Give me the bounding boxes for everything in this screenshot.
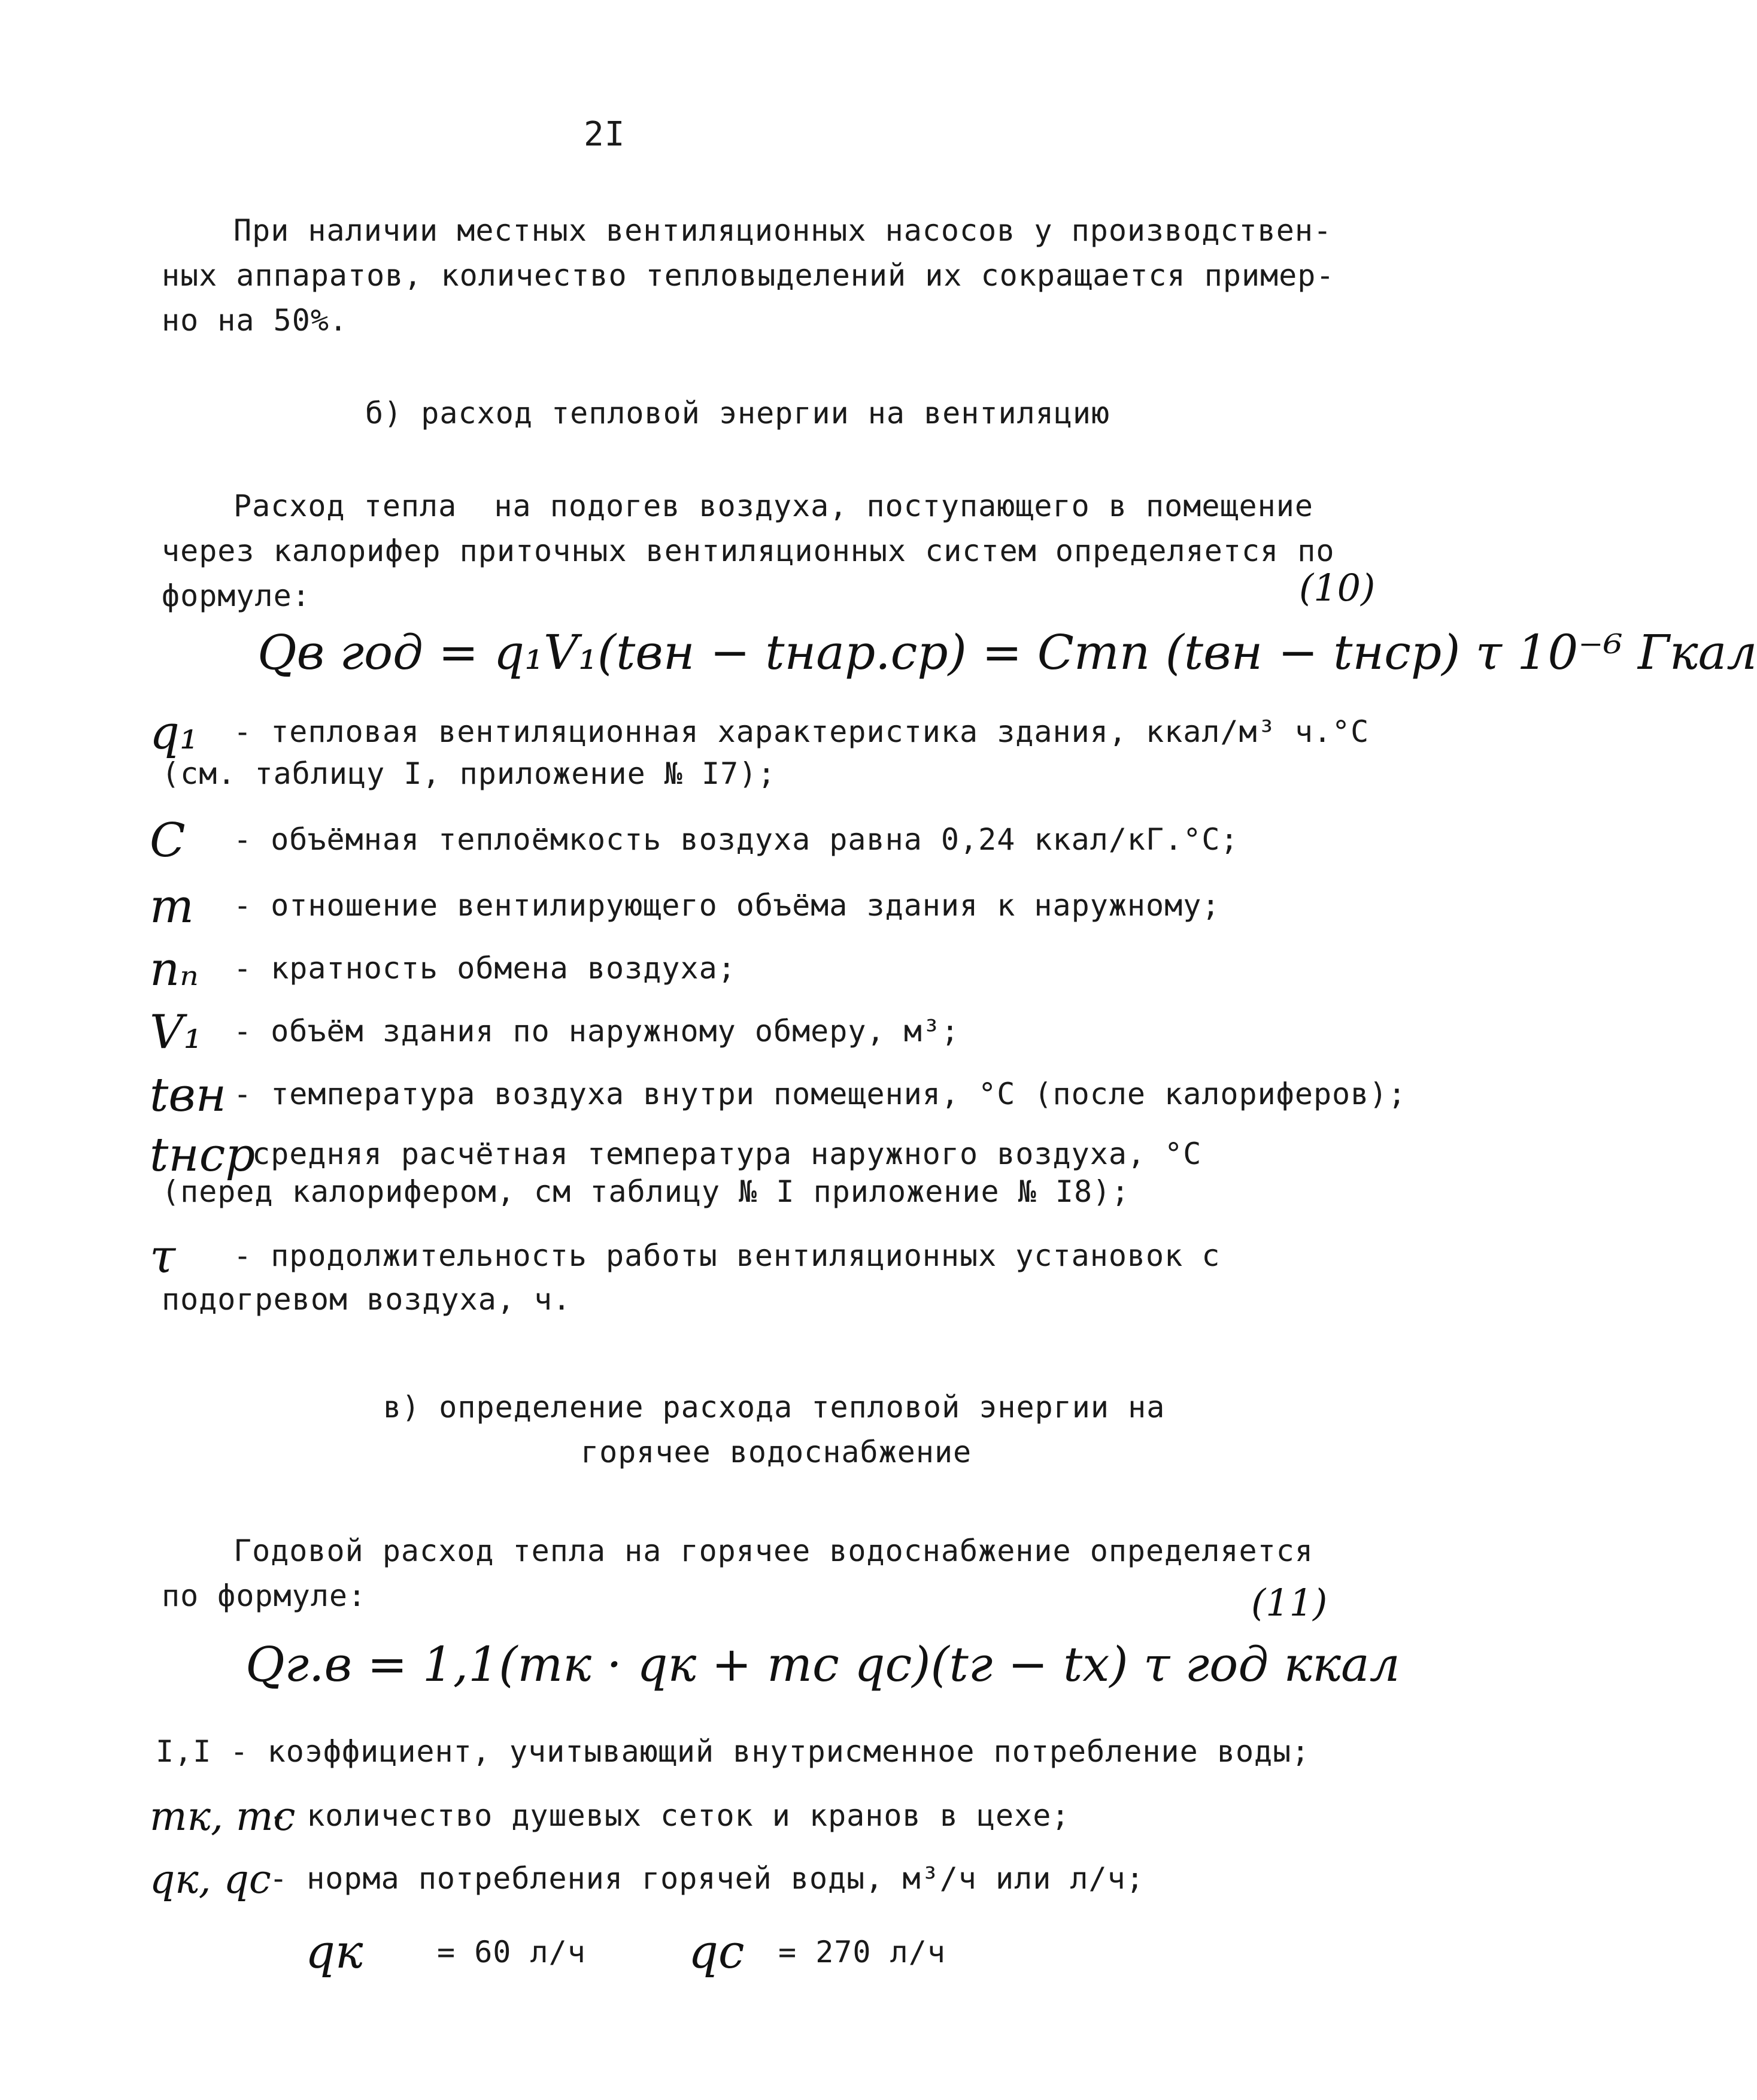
definition-symbol: tвн xyxy=(150,1068,227,1122)
definition-row xyxy=(150,1005,1407,1059)
coefficient-line: I,I - коэффициент, учитывающий внутрисменное потребление воды; xyxy=(156,1734,1310,1769)
definition-text: - норма потребления горячей воды, м³/ч или л/ч; xyxy=(269,1861,1145,1896)
definition-row xyxy=(150,706,1407,760)
definition-row xyxy=(150,1853,1407,1901)
section-b-para-1: Расход тепла на подогев воздуха, поступающего в помещение xyxy=(233,489,1313,523)
value-symbol-qc: qс xyxy=(688,1925,745,1979)
definition-row xyxy=(150,814,1407,868)
definition-continuation: (перед калорифером, см таблицу № I приложение № I8); xyxy=(162,1174,1130,1209)
definition-symbol: τ xyxy=(150,1230,176,1284)
definition-text: - отношение вентилирующего объёма здания к наружному; xyxy=(233,888,1221,923)
definition-continuation: подогревом воздуха, ч. xyxy=(162,1282,572,1317)
definition-symbol: q₁ xyxy=(150,706,199,760)
definition-symbol: qк, qс xyxy=(150,1856,271,1902)
definition-symbol: mк, mс xyxy=(150,1793,296,1840)
definition-row xyxy=(150,1068,1407,1122)
definition-symbol: tнср xyxy=(150,1128,256,1182)
definition-symbol: C xyxy=(150,814,186,868)
section-b-para-2: через калорифер приточных вентиляционных систем определяется по xyxy=(162,534,1335,568)
definition-text: - тепловая вентиляционная характеристика здания, ккал/м³ ч.°C xyxy=(233,714,1370,749)
section-v-para-2: по формуле: xyxy=(162,1578,367,1613)
definition-text: средняя расчётная температура наружного воздуха, °C xyxy=(233,1137,1202,1171)
definition-text: - объём здания по наружному обмеру, м³; xyxy=(233,1014,960,1049)
definition-row xyxy=(150,1230,1407,1284)
intro-line-3: но на 50%. xyxy=(162,303,348,338)
section-b-heading: б) расход тепловой энергии на вентиляцию xyxy=(365,396,1110,431)
definition-text: - объёмная теплоёмкость воздуха равна 0,24 ккал/кГ.°C; xyxy=(233,822,1239,857)
value-qk: = 60 л/ч xyxy=(437,1935,586,1969)
definition-row xyxy=(150,880,1407,934)
section-v-heading-2: горячее водоснабжение xyxy=(581,1435,972,1469)
definition-continuation: (см. таблицу I, приложение № I7); xyxy=(162,756,776,791)
formula-11: Qг.в = 1,1(mк · qк + mс qс)(tг − tх) τ год ккал xyxy=(245,1637,1400,1692)
section-v-heading-1: в) определение расхода тепловой энергии на xyxy=(383,1390,1166,1425)
page-number: 2I xyxy=(584,115,626,154)
definition-symbol: V₁ xyxy=(150,1005,202,1059)
definition-row xyxy=(150,1128,1407,1182)
equation-number-10: (10) xyxy=(1299,566,1376,610)
value-symbol-qk: qк xyxy=(305,1925,363,1979)
definition-text: - количество душевых сеток и кранов в цехе; xyxy=(269,1798,1070,1833)
definition-row xyxy=(150,943,1407,996)
definition-text: - кратность обмена воздуха; xyxy=(233,951,736,986)
section-b-para-3: формуле: xyxy=(162,578,311,613)
intro-line-1: При наличии местных вентиляционных насосов у производствен- xyxy=(233,213,1333,248)
equation-number-11: (11) xyxy=(1251,1581,1328,1625)
definition-row xyxy=(150,1790,1407,1838)
definition-text: - продолжительность работы вентиляционных установок с xyxy=(233,1238,1221,1273)
definition-text: - температура воздуха внутри помещения, °C (после калориферов); xyxy=(233,1077,1407,1111)
definition-symbol: nₙ xyxy=(150,943,199,996)
definition-symbol: m xyxy=(150,880,194,934)
section-v-para-1: Годовой расход тепла на горячее водоснабжение определяется xyxy=(233,1534,1313,1568)
value-qc: = 270 л/ч xyxy=(778,1935,946,1969)
formula-10: Qв год = q₁V₁(tвн − tнар.ср) = Cmn (tвн − tнср) τ 10⁻⁶ Гкал xyxy=(257,625,1757,680)
intro-line-2: ных аппаратов, количество тепловыделений их сокращается пример- xyxy=(162,258,1335,293)
